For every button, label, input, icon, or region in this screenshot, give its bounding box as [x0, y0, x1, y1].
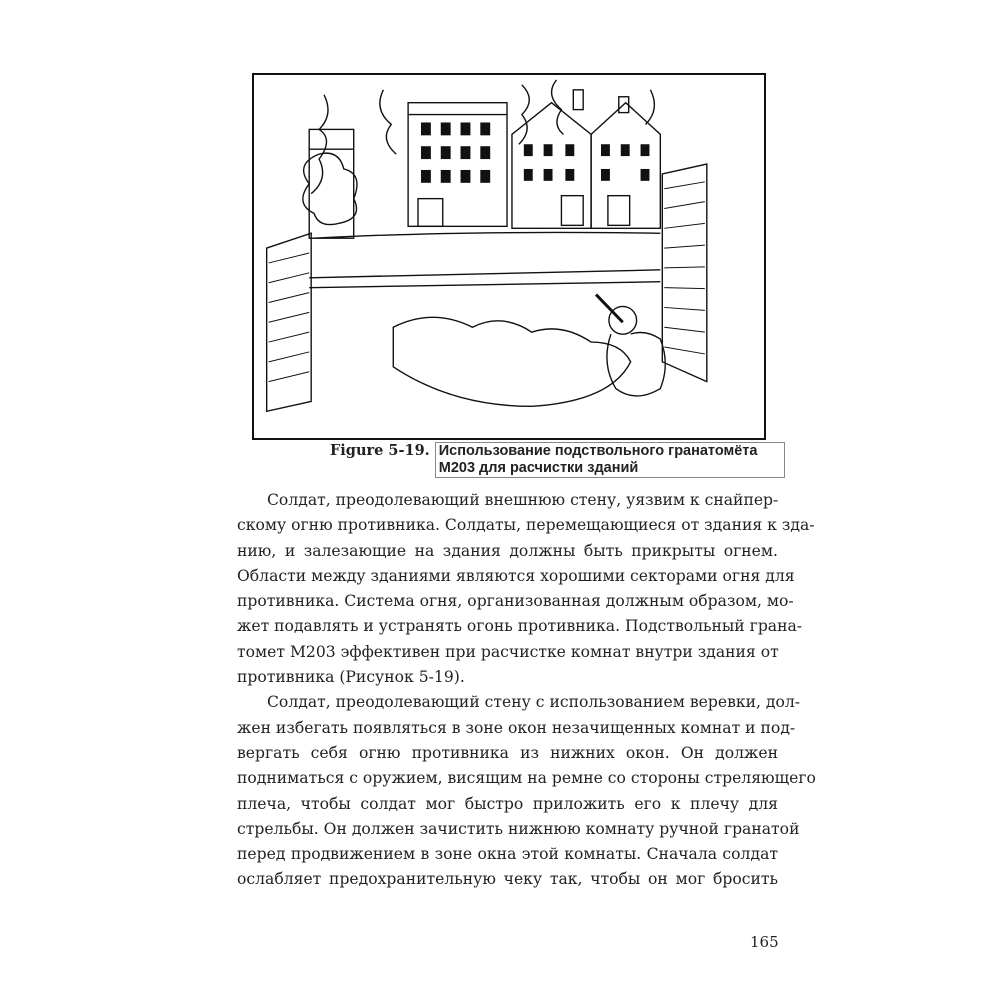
- text-line: жен избегать появляться в зоне окон незачищенных комнат и под-: [237, 718, 796, 737]
- text-line: томет М203 эффективен при расчистке комнат внутри здания от: [237, 642, 779, 661]
- text-line: ослабляет предохранительную чеку так, чтобы он мог бросить: [237, 870, 778, 889]
- text-line: плеча, чтобы солдат мог быстро приложить его к плечу для: [237, 794, 778, 813]
- figure-label: Figure 5-19.: [330, 442, 430, 459]
- text-line: жет подавлять и устранять огонь противника. Подствольный грана-: [237, 617, 803, 636]
- text-line: противника. Система огня, организованная должным образом, мо-: [237, 592, 794, 611]
- caption-line: М203 для расчистки зданий: [438, 460, 639, 476]
- figure-caption: [330, 442, 785, 478]
- text-line: нию, и залезающие на здания должны быть прикрыты огнем.: [237, 541, 778, 560]
- body-text: [237, 488, 816, 893]
- text-line: перед продвижением в зоне окна этой комнаты. Сначала солдат: [237, 845, 778, 864]
- text-line: стрельбы. Он должен зачистить нижнюю комнату ручной гранатой: [237, 819, 800, 838]
- page-number: 165: [750, 933, 779, 951]
- urban-combat-drawing: [254, 75, 764, 438]
- figure-caption-text: [435, 442, 785, 478]
- text-line: Области между зданиями являются хорошими секторами огня для: [237, 566, 795, 585]
- text-line: вергать себя огню противника из нижних окон. Он должен: [237, 743, 778, 762]
- text-line: Солдат, преодолевающий стену с использованием веревки, дол-: [267, 693, 801, 712]
- text-line: подниматься с оружием, висящим на ремне со стороны стреляющего: [237, 769, 816, 788]
- text-line: противника (Рисунок 5-19).: [237, 668, 465, 687]
- text-line: скому огню противника. Солдаты, перемещающиеся от здания к зда-: [237, 516, 815, 535]
- caption-line: Использование подствольного гранатомёта: [438, 443, 758, 459]
- figure-illustration: [252, 73, 766, 440]
- text-line: Солдат, преодолевающий внешнюю стену, уязвим к снайпер-: [267, 491, 779, 509]
